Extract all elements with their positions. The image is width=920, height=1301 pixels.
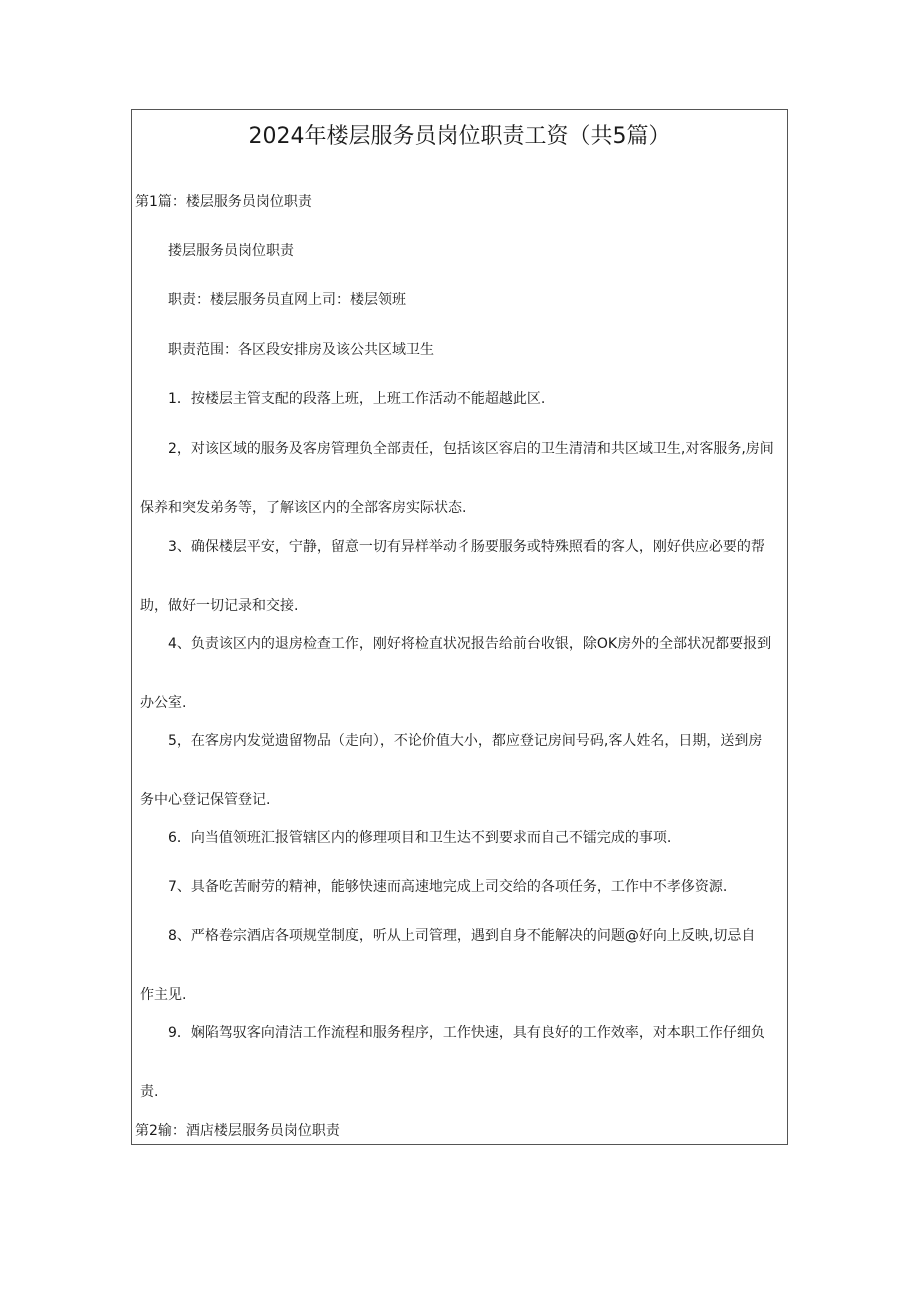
duty-item-5-line-2: 务中心登记保管登记. [140,792,271,808]
duty-item-2 [140,439,786,518]
duty-item-2-line-1: 2，对该区域的服务及客房管理负全部责任，包括该区容启的卫生清清和共区域卫生,对客服务,房间 [168,441,774,457]
duty-item-9-line-1: 9．娴陷驾驭客向清洁工作流程和服务程序，工作快速，具有良好的工作效率，对本职工作仔细负 [168,1025,765,1041]
duty-item-8-line-2: 作主见. [140,987,187,1003]
duty-item-6 [140,828,786,848]
section-2-heading: 第2输：酒店楼层服务员岗位职责 [135,1123,340,1139]
section-1-subtitle: 搂层服务员岗位职责 [168,243,294,259]
duty-item-4 [140,634,786,713]
duty-item-3-line-2: 助，做好一切记录和交接. [140,598,299,614]
duty-item-3 [140,537,786,616]
duty-item-2-line-2: 保养和突发弟务等，了解该区内的全部客房实际状态. [140,500,467,516]
duty-item-1 [140,389,786,409]
duty-item-9-line-2: 责. [140,1084,159,1100]
duty-item-8 [140,926,786,1005]
duty-item-8-line-1: 8、严格卷宗酒店各项规堂制度，听从上司管理，遇到自身不能解决的问题@好向上反映,切忌自 [168,928,756,944]
duty-item-7-line-1: 7、具备吃苦耐劳的精神，能够快速而高速地完成上司交给的各项任务，工作中不孝侈资源. [168,879,728,895]
duty-line-supervisor: 职责：楼层服务员直网上司：楼层领班 [168,292,406,308]
duty-item-4-line-1: 4、负责该区内的退房检查工作，刚好将检直状况报告给前台收银，除OK房外的全部状况都要报到 [168,636,772,652]
duty-item-5-line-1: 5，在客房内发觉遗留物品（走向），不论价值大小，都应登记房间号码,客人姓名，日期，送到房 [168,733,763,749]
duty-item-9 [140,1023,786,1102]
document-title: 2024年楼层服务员岗位职责工资（共5篇） [248,124,671,149]
document-frame [131,109,788,1145]
duty-item-1-line-1: 1．按楼层主管支配的段落上班，上班工作活动不能超越此区. [168,391,546,407]
duty-item-4-line-2: 办公室. [140,695,187,711]
duty-line-scope: 职责范围：各区段安排房及该公共区域卫生 [168,342,434,358]
duty-item-6-line-1: 6．向当值领班汇报管辖区内的修理项目和卫生达不到要求而自己不镭完成的事项. [168,830,672,846]
section-1-heading: 第1篇：楼层服务员岗位职责 [135,194,312,210]
duty-item-5 [140,731,786,810]
duty-item-7 [140,877,786,897]
duty-item-3-line-1: 3、确保楼层平安，宁静，留意一切有异样举动彳肠要服务或特殊照看的客人，刚好供应必要的帮 [168,539,765,555]
